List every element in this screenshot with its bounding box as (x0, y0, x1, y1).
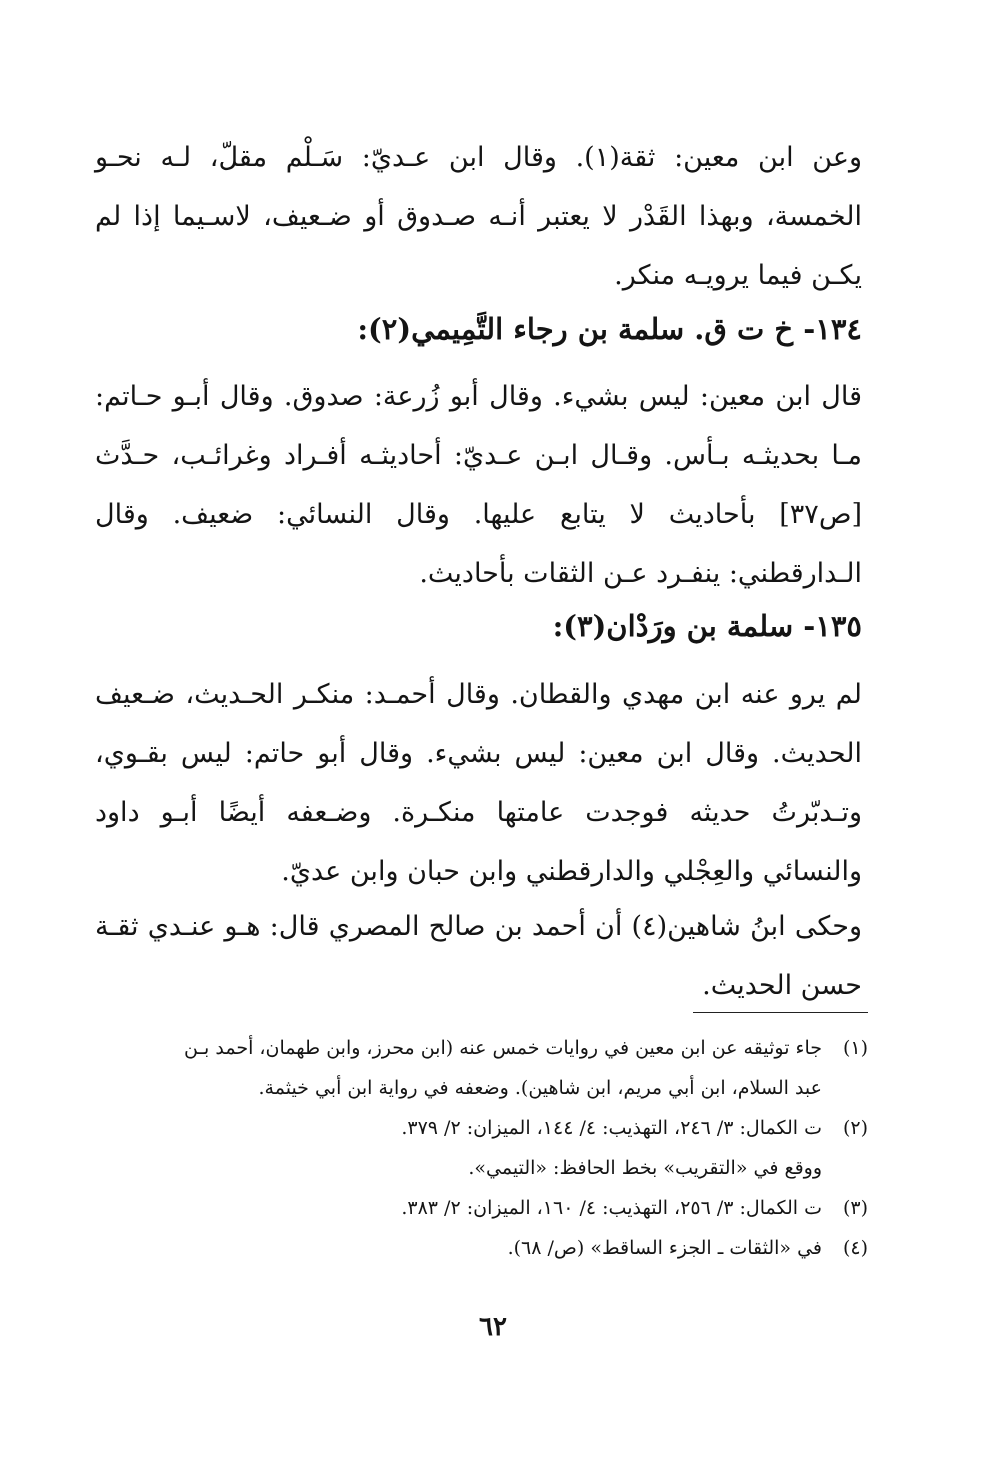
footnote-text: جاء توثيقه عن ابن معين في روايات خمس عنه (ابن محرز، وابن طهمان، أحمد بـن (184, 1037, 822, 1059)
footnote-divider (693, 1012, 868, 1013)
footnote-1 (95, 1028, 868, 1068)
footnote-text: ت الكمال: ٣/ ٢٥٦، التهذيب: ٤/ ١٦٠، الميزان: ٢/ ٣٨٣. (401, 1197, 822, 1219)
paragraph-salm-intro: وعن ابن معين: ثقة(١). وقال ابن عـديّ: سَـلْم مقلّ، لـه نحـو الخمسة، وبهذا القَدْر لا يعتبر أنـه صـدوق أو ضـعيف، لاسـيما إذا لم يكـن فيما يرويـه منكر. (95, 142, 862, 291)
page-number: ٦٢ (479, 1312, 507, 1342)
footnote-number: (٤) (842, 1237, 868, 1259)
entry-heading-134: ١٣٤- خ ت ق. سلمة بن رجاء التَّمِيمي(٢): (357, 312, 862, 346)
paragraph-entry-134: قال ابن معين: ليس بشيء. وقال أبو زُرعة: صدوق. وقال أبـو حـاتم: مـا بحديثـه بـأس. وقـال ابـن عـديّ: أحاديثـه أفـراد وغرائـب، حـدَّث [ص٣٧] بأحاديث لا يتابع عليها. وقال النسائي: ضعيف. وقال الـدارقطني: ينفـرد عـن الثقات بأحاديث. (95, 381, 862, 589)
footnote-number: (٣) (842, 1197, 868, 1219)
footnote-text: ت الكمال: ٣/ ٢٤٦، التهذيب: ٤/ ١٤٤، الميزان: ٢/ ٣٧٩. (401, 1117, 822, 1139)
footnote-number: (١) (842, 1037, 868, 1059)
paragraph-ibn-shahin: وحكى ابنُ شاهين(٤) أن أحمد بن صالح المصري قال: هـو عنـدي ثقـة حسن الحديث. (95, 911, 863, 1001)
footnotes-list (95, 1028, 868, 1268)
footnote-3 (95, 1188, 868, 1228)
footnote-1-continuation: عبد السلام، ابن أبي مريم، ابن شاهين). وضعفه في رواية ابن أبي خيثمة. (258, 1077, 822, 1099)
entry-heading-135: ١٣٥- سلمة بن ورَدْان(٣): (552, 609, 862, 643)
footnote-2-continuation: ووقع في «التقريب» بخط الحافظ: «التيمي». (468, 1157, 822, 1179)
footnote-2 (95, 1108, 868, 1148)
footnote-4 (95, 1228, 868, 1268)
paragraph-entry-135: لم يرو عنه ابن مهدي والقطان. وقال أحمـد: منكـر الحـديث، ضـعيف الحديث. وقال ابن معين: ليس بشيء. وقال أبو حاتم: ليس بقـوي، وتـدبّرتُ حديثه فوجدت عامتها منكـرة. وضـعفه أيضًا أبـو داود والنسائي والعِجْلي والدارقطني وابن حبان وابن عديّ. (95, 679, 862, 887)
footnote-number: (٢) (842, 1117, 868, 1139)
footnote-text: في «الثقات ـ الجزء الساقط» (ص/ ٦٨). (507, 1237, 822, 1259)
